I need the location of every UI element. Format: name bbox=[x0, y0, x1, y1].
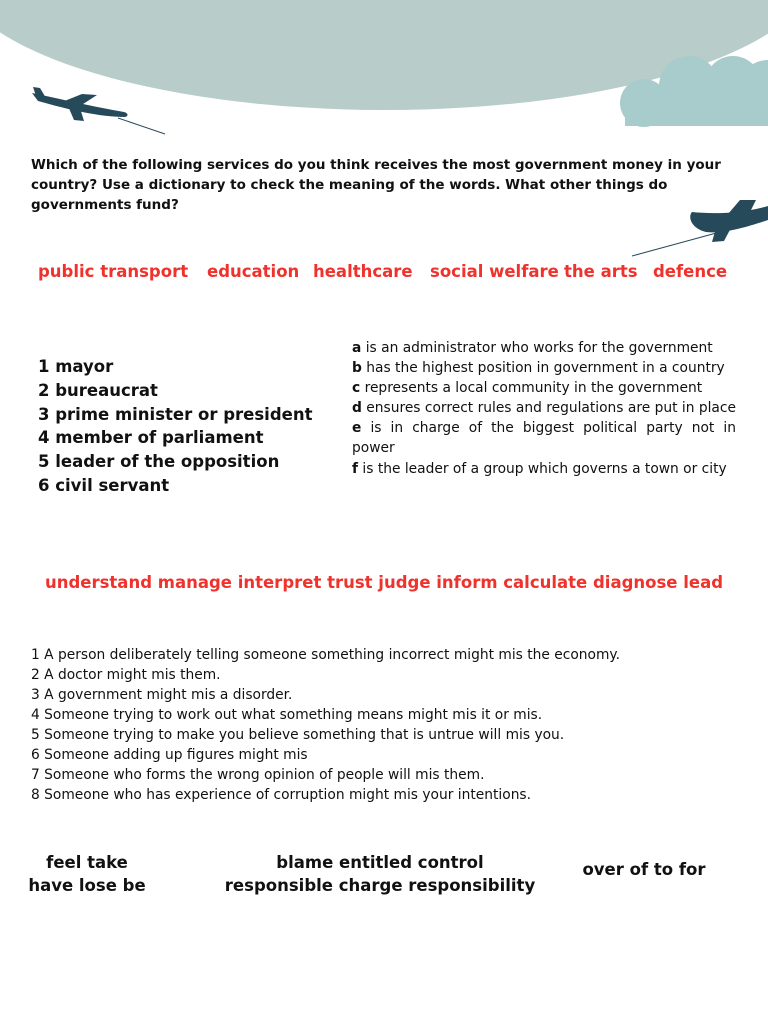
list-item: 1 mayor bbox=[38, 357, 114, 376]
word-box-nouns bbox=[222, 851, 538, 897]
service-word: social welfare bbox=[430, 262, 559, 281]
service-word: education bbox=[207, 262, 300, 281]
sentence-item: 6 Someone adding up figures might mis bbox=[31, 747, 308, 763]
definitions-list bbox=[352, 338, 736, 479]
definition-text: ensures correct rules and regulations are put in place bbox=[366, 400, 736, 417]
list-item: 6 civil servant bbox=[38, 475, 170, 495]
definition-text: is an administrator who works for the government bbox=[365, 340, 713, 356]
word-box-line: responsible charge responsibility bbox=[224, 876, 536, 895]
airplane-icon bbox=[32, 87, 165, 134]
definition-text: is the leader of a group which governs a town or city bbox=[362, 460, 727, 477]
sentence-item: 5 Someone trying to make you believe something that is untrue will mis you. bbox=[31, 727, 565, 743]
service-word: defence bbox=[653, 262, 728, 281]
definition-item bbox=[352, 338, 736, 358]
definition-letter: d bbox=[352, 400, 362, 417]
word-box-line: blame entitled control bbox=[276, 853, 484, 872]
word-box-prepositions bbox=[580, 858, 708, 881]
list-item: 4 member of parliament bbox=[38, 428, 264, 448]
word-box-line: feel take bbox=[46, 853, 128, 872]
word-box-line: have lose be bbox=[28, 876, 146, 895]
definition-letter: c bbox=[352, 380, 361, 397]
word-box-verbs bbox=[28, 851, 146, 897]
list-item: 5 leader of the opposition bbox=[38, 452, 280, 472]
sentence-item: 7 Someone who forms the wrong opinion of people will mis them. bbox=[31, 767, 485, 783]
definition-text: has the highest position in government in a country bbox=[366, 360, 725, 377]
sentences-list bbox=[31, 645, 620, 805]
sentence-item: 1 A person deliberately telling someone something incorrect might mis the economy. bbox=[31, 647, 621, 663]
list-item: 2 bureaucrat bbox=[38, 380, 158, 400]
definition-item bbox=[352, 459, 736, 479]
definition-item bbox=[352, 398, 736, 418]
sentence-item: 8 Someone who has experience of corruption might mis your intentions. bbox=[31, 787, 532, 803]
service-word: healthcare bbox=[313, 262, 413, 281]
service-word: the arts bbox=[564, 262, 638, 281]
service-word: public transport bbox=[38, 262, 189, 281]
definition-text: represents a local community in the government bbox=[364, 380, 703, 397]
definition-item bbox=[352, 358, 736, 378]
verbs-word-bank: understand manage interpret trust judge inform calculate diagnose lead bbox=[44, 573, 724, 592]
sentence-item: 3 A government might mis a disorder. bbox=[31, 687, 293, 703]
instructions-text: Which of the following services do you think receives the most government money in your country? Use a dictionary to check the meaning of the words. What other things do governments fund? bbox=[31, 157, 721, 213]
definition-letter: b bbox=[352, 360, 362, 377]
definition-text: is in charge of the biggest political party not in power bbox=[352, 420, 737, 457]
header-decoration bbox=[0, 0, 768, 260]
definition-letter: f bbox=[352, 460, 359, 477]
definition-letter: e bbox=[352, 420, 362, 437]
roles-list bbox=[38, 355, 312, 498]
list-item: 3 prime minister or president bbox=[38, 404, 313, 424]
word-box-line: over of to for bbox=[582, 860, 706, 879]
sentence-item: 2 A doctor might mis them. bbox=[31, 667, 221, 683]
definition-item bbox=[352, 378, 736, 398]
definition-item bbox=[352, 418, 736, 458]
sentence-item: 4 Someone trying to work out what something means might mis it or mis. bbox=[31, 707, 543, 723]
definition-letter: a bbox=[352, 340, 362, 356]
